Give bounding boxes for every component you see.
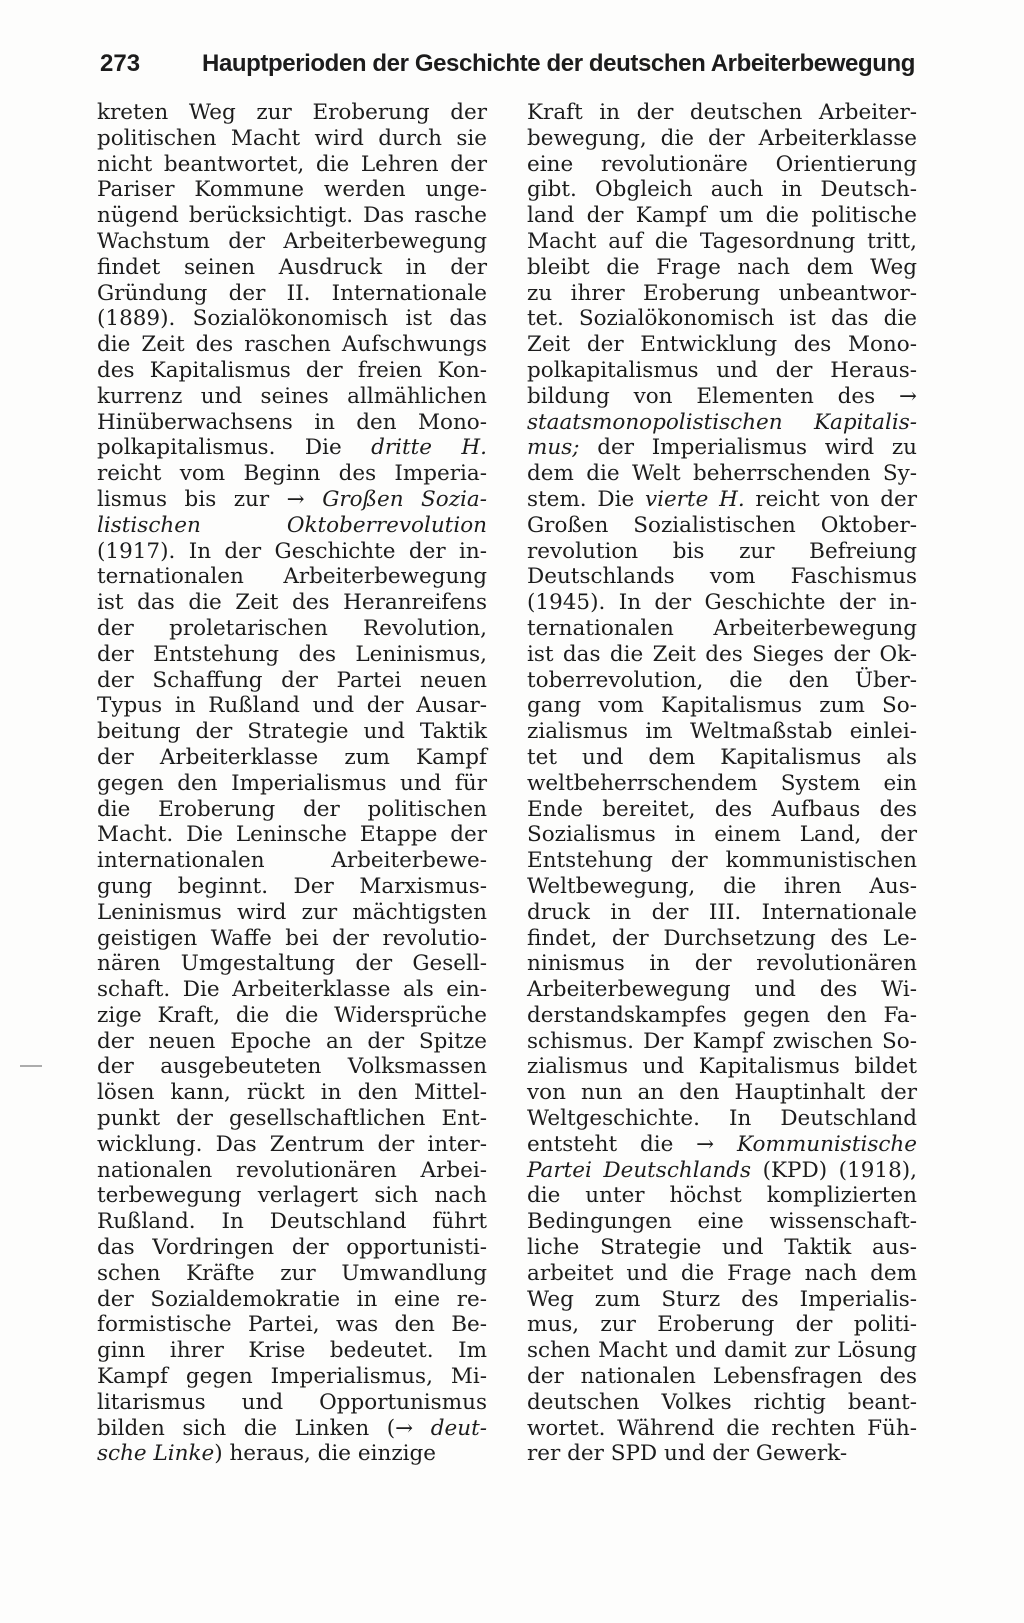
text-line: mus; der Imperialismus wird zu — [527, 435, 917, 461]
text-line: nationalen revolutionären Arbei- — [97, 1157, 487, 1183]
text-line: wortet. Während die rechten Füh- — [527, 1415, 917, 1441]
text-line: bildung von Elementen des → — [527, 383, 917, 409]
text-line: bewegung, die der Arbeiterklasse — [527, 125, 917, 151]
text-line: des Kapitalismus der freien Kon- — [97, 357, 487, 383]
text-line: zige Kraft, die die Widersprüche — [97, 1002, 487, 1028]
text-line: (1945). In der Geschichte der in- — [527, 590, 917, 616]
left-text-column — [97, 100, 487, 1467]
text-line: Kraft in der deutschen Arbeiter- — [527, 100, 917, 125]
text-line: Zeit der Entwicklung des Mono- — [527, 332, 917, 358]
text-line: gibt. Obgleich auch in Deutsch- — [527, 177, 917, 203]
text-line: Sozialismus in einem Land, der — [527, 822, 917, 848]
text-line: ninismus in der revolutionären — [527, 951, 917, 977]
text-line: ginn ihrer Krise bedeutet. Im — [97, 1338, 487, 1364]
text-line: der Sozialdemokratie in eine re- — [97, 1286, 487, 1312]
text-line: von nun an den Hauptinhalt der — [527, 1080, 917, 1106]
text-line: Macht. Die Leninsche Etappe der — [97, 822, 487, 848]
text-line: Großen Sozialistischen Oktober- — [527, 512, 917, 538]
text-line: Entstehung der kommunistischen — [527, 848, 917, 874]
text-line: ternationalen Arbeiterbewegung — [97, 564, 487, 590]
text-line: Kampf gegen Imperialismus, Mi- — [97, 1364, 487, 1390]
text-line: Pariser Kommune werden unge- — [97, 177, 487, 203]
text-line: rer der SPD und der Gewerk- — [527, 1441, 848, 1467]
text-line: der Arbeiterklasse zum Kampf — [97, 744, 487, 770]
text-line: schen Macht und damit zur Lösung — [527, 1338, 917, 1364]
text-line: gung beginnt. Der Marxismus- — [97, 873, 487, 899]
text-line: nügend berücksichtigt. Das rasche — [97, 203, 487, 229]
text-line: kreten Weg zur Eroberung der — [97, 100, 487, 125]
text-line: wicklung. Das Zentrum der inter- — [97, 1131, 487, 1157]
text-line: lismus bis zur → Großen Sozia- — [97, 486, 488, 512]
text-line: der proletarischen Revolution, — [97, 615, 487, 641]
text-line: der ausgebeuteten Volksmassen — [97, 1054, 487, 1080]
text-line: internationalen Arbeiterbewe- — [97, 848, 487, 874]
text-line: punkt der gesellschaftlichen Ent- — [97, 1106, 487, 1132]
text-line: bleibt die Frage nach dem Weg — [527, 254, 917, 280]
text-line: liche Strategie und Taktik aus- — [527, 1235, 917, 1261]
right-text-column — [527, 100, 917, 1467]
text-line: (1917). In der Geschichte der in- — [97, 538, 487, 564]
text-line: zu ihrer Eroberung unbeantwor- — [527, 280, 917, 306]
text-line: das Vordringen der opportunisti- — [97, 1235, 487, 1261]
text-line: Weg zum Sturz des Imperialis- — [527, 1286, 917, 1312]
text-line: schen Kräfte zur Umwandlung — [97, 1260, 487, 1286]
text-line: weltbeherrschendem System ein — [527, 770, 917, 796]
text-line: Arbeiterbewegung und des Wi- — [527, 977, 917, 1003]
text-line: Deutschlands vom Faschismus — [527, 564, 917, 590]
running-head — [100, 46, 915, 86]
text-line: staatsmonopolistischen Kapitalis- — [527, 409, 917, 435]
text-line: polkapitalismus. Die dritte H. — [97, 435, 487, 461]
text-line: nären Umgestaltung der Gesell- — [97, 951, 487, 977]
text-line: toberrevolution, die den Über- — [527, 667, 917, 693]
text-line: findet, der Durchsetzung des Le- — [527, 925, 917, 951]
text-line: tet. Sozialökonomisch ist das die — [527, 306, 917, 332]
text-line: nicht beantwortet, die Lehren der — [97, 151, 487, 177]
text-line: der neuen Epoche an der Spitze — [97, 1028, 487, 1054]
text-line: zialismus und Kapitalismus bildet — [527, 1054, 917, 1080]
text-line: Bedingungen eine wissenschaft- — [527, 1209, 917, 1235]
text-line: sche Linke) heraus, die einzige — [97, 1441, 437, 1467]
text-line: die unter höchst komplizierten — [527, 1183, 917, 1209]
text-line: derstandskampfes gegen den Fa- — [527, 1002, 917, 1028]
text-line: lösen kann, rückt in den Mittel- — [97, 1080, 487, 1106]
running-head-title: Hauptperioden der Geschichte der deutschen Arbeiterbewegung — [202, 50, 915, 77]
text-line: Gründung der II. Internationale — [97, 280, 487, 306]
text-line: kurrenz und seines allmählichen — [97, 383, 487, 409]
text-line: Macht auf die Tagesordnung tritt, — [527, 228, 917, 254]
margin-mark — [20, 1065, 42, 1067]
text-line: reicht vom Beginn des Imperia- — [97, 461, 487, 487]
text-line: dem die Welt beherrschenden Sy- — [527, 461, 917, 487]
text-line: der Entstehung des Leninismus, — [97, 641, 487, 667]
text-line: Hinüberwachsens in den Mono- — [97, 409, 487, 435]
text-line: revolution bis zur Befreiung — [527, 538, 917, 564]
text-line: Weltbewegung, die ihren Aus- — [527, 873, 917, 899]
text-line: die Zeit des raschen Aufschwungs — [97, 332, 487, 358]
text-line: schaft. Die Arbeiterklasse als ein- — [97, 977, 487, 1003]
text-line: arbeitet und die Frage nach dem — [527, 1260, 917, 1286]
text-line: gang vom Kapitalismus zum So- — [527, 693, 917, 719]
text-line: zialismus im Weltmaßstab einlei- — [527, 719, 917, 745]
text-line: land der Kampf um die politische — [527, 203, 917, 229]
text-line: schismus. Der Kampf zwischen So- — [527, 1028, 917, 1054]
text-line: geistigen Waffe bei der revolutio- — [97, 925, 487, 951]
text-line: Rußland. In Deutschland führt — [97, 1209, 487, 1235]
text-line: deutschen Volkes richtig beant- — [527, 1389, 917, 1415]
text-line: Wachstum der Arbeiterbewegung — [97, 228, 487, 254]
text-line: gegen den Imperialismus und für — [97, 770, 487, 796]
text-line: Partei Deutschlands (KPD) (1918), — [527, 1157, 917, 1183]
text-line: polkapitalismus und der Heraus- — [527, 357, 917, 383]
text-line: Typus in Rußland und der Ausar- — [97, 693, 487, 719]
text-line: terbewegung verlagert sich nach — [97, 1183, 487, 1209]
text-line: ternationalen Arbeiterbewegung — [527, 615, 917, 641]
text-line: listischen Oktoberrevolution — [97, 512, 487, 538]
text-line: die Eroberung der politischen — [97, 796, 487, 822]
text-line: der Schaffung der Partei neuen — [97, 667, 487, 693]
text-line: ist das die Zeit des Heranreifens — [97, 590, 487, 616]
text-line: der nationalen Lebensfragen des — [527, 1364, 917, 1390]
page-number: 273 — [100, 50, 141, 77]
text-line: politischen Macht wird durch sie — [97, 125, 487, 151]
text-line: entsteht die → Kommunistische — [527, 1131, 917, 1157]
text-line: tet und dem Kapitalismus als — [527, 744, 917, 770]
text-line: stem. Die vierte H. reicht von der — [527, 486, 917, 512]
text-line: druck in der III. Internationale — [527, 899, 917, 925]
text-line: eine revolutionäre Orientierung — [527, 151, 917, 177]
text-line: Leninismus wird zur mächtigsten — [97, 899, 487, 925]
text-line: mus, zur Eroberung der politi- — [527, 1312, 917, 1338]
text-line: litarismus und Opportunismus — [97, 1389, 487, 1415]
text-line: formistische Partei, was den Be- — [97, 1312, 487, 1338]
text-line: ist das die Zeit des Sieges der Ok- — [527, 641, 917, 667]
text-line: (1889). Sozialökonomisch ist das — [97, 306, 487, 332]
text-line: Ende bereitet, des Aufbaus des — [527, 796, 917, 822]
text-line: Weltgeschichte. In Deutschland — [527, 1106, 917, 1132]
text-line: bilden sich die Linken (→ deut- — [97, 1415, 487, 1441]
text-line: beitung der Strategie und Taktik — [97, 719, 487, 745]
text-line: findet seinen Ausdruck in der — [97, 254, 487, 280]
